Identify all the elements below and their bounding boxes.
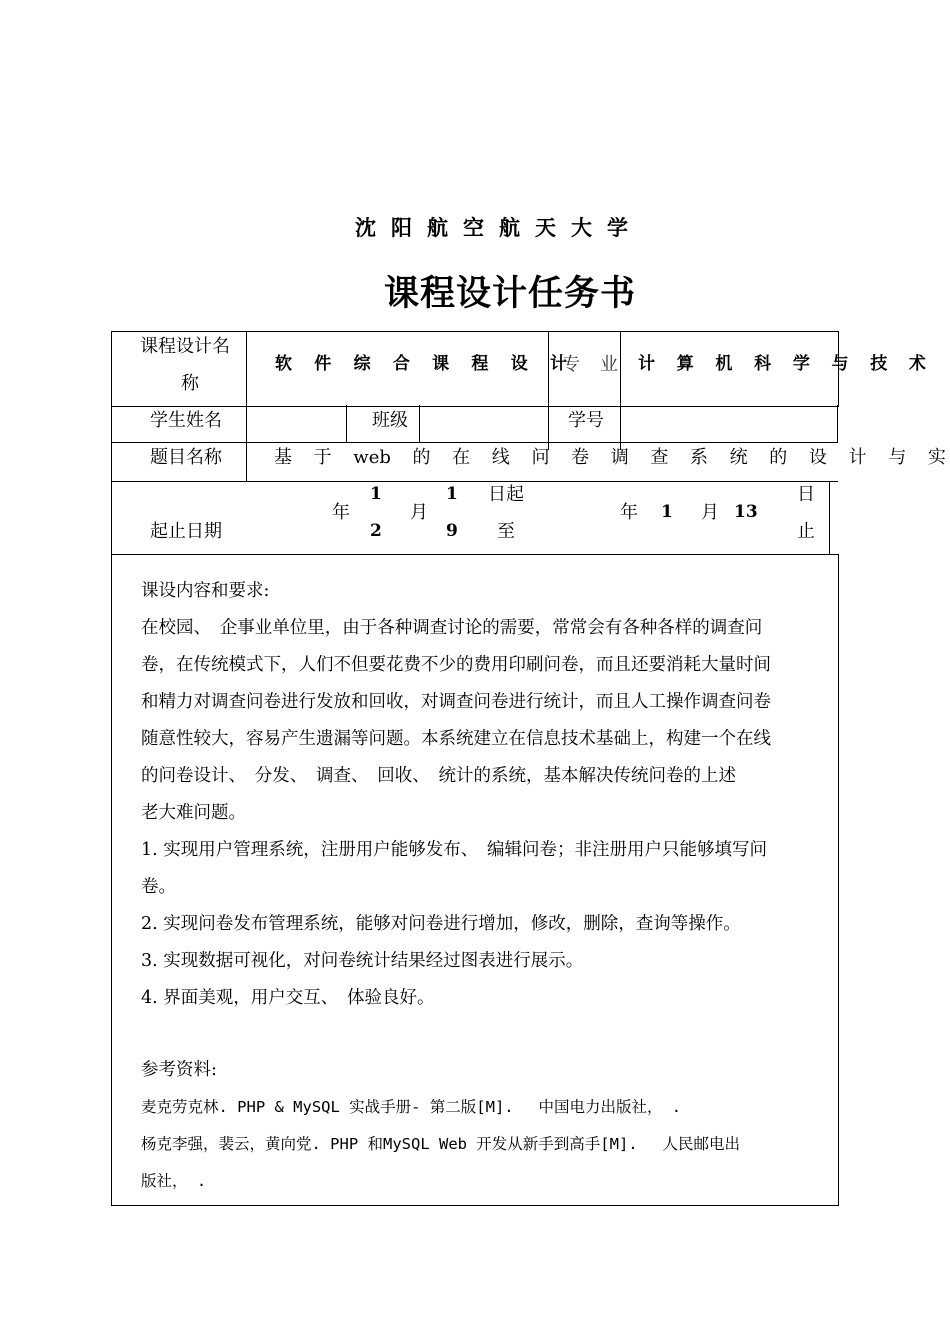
date-year-1: 年 (332, 502, 350, 523)
content-paragraph-line: 的问卷设计、 分发、 调查、 回收、 统计的系统，基本解决传统问卷的上述 (141, 766, 736, 786)
date-year-2: 年 (620, 502, 638, 523)
content-paragraph-line: 卷，在传统模式下，人们不但要花费不少的费用印刷问卷，而且还要消耗大量时间 (141, 655, 771, 675)
date-start-suffix: 日起 (488, 484, 524, 505)
references-heading: 参考资料: (141, 1060, 217, 1080)
content-paragraph-line: 在校园、 企事业单位里，由于各种调查讨论的需要，常常会有各种各样的调查问 (141, 618, 763, 638)
course-name-label: 课程设计名 称 (140, 336, 230, 394)
student-name-label: 学生姓名 (150, 410, 222, 431)
requirement-item: 卷。 (141, 877, 176, 897)
date-digit: 2 (370, 521, 382, 541)
date-month-2: 月 (701, 502, 719, 523)
reference-item: 杨克李强，裴云，黄向党. PHP 和MySQL Web 开发从新手到高手[M]. 人民邮电出 (141, 1135, 740, 1153)
divider (111, 481, 838, 482)
reference-item: 麦克劳克林. PHP & MySQL 实战手册- 第二版[M]. 中国电力出版社， . (141, 1098, 682, 1116)
date-end-suffix: 止 (797, 521, 815, 542)
student-id-label: 学号 (568, 410, 604, 431)
divider (837, 405, 838, 442)
date-month-1: 月 (410, 502, 428, 523)
divider (246, 331, 247, 481)
content-paragraph-line: 和精力对调查问卷进行发放和回收，对调查问卷进行统计，而且人工操作调查问卷 (141, 692, 771, 712)
date-end-day: 日 (797, 484, 815, 505)
major-value: 计 算 机 科 学 与 技 术 (638, 354, 926, 374)
divider (419, 405, 420, 442)
divider (620, 331, 621, 450)
requirement-item: 3. 实现数据可视化，对问卷统计结果经过图表进行展示。 (141, 951, 584, 971)
date-digit: 9 (446, 521, 458, 541)
topic-label: 题目名称 (150, 447, 222, 468)
date-digit: 1 (446, 484, 458, 504)
course-name-value: 软 件 综 合 课 程 设 计 (275, 354, 567, 374)
university-name: 沈阳航空航天大学 (355, 215, 643, 240)
date-label: 起止日期 (150, 521, 222, 542)
content-section (141, 573, 831, 1200)
content-heading: 课设内容和要求: (141, 581, 270, 601)
reference-item: 版社， . (141, 1172, 207, 1190)
divider (346, 405, 347, 442)
content-paragraph-line: 随意性较大，容易产生遗漏等问题。本系统建立在信息技术基础上，构建一个在线 (141, 729, 771, 749)
content-paragraph-line: 老大难问题。 (141, 803, 246, 823)
divider (111, 405, 112, 554)
requirement-item: 1. 实现用户管理系统，注册用户能够发布、 编辑问卷；非注册用户只能够填写问 (141, 840, 768, 860)
class-label: 班级 (372, 410, 408, 431)
major-label: 专 业 (562, 354, 618, 375)
date-digit: 1 (661, 502, 673, 522)
requirement-item: 4. 界面美观，用户交互、 体验良好。 (141, 988, 435, 1008)
date-digit: 13 (734, 502, 758, 522)
requirement-item: 2. 实现问卷发布管理系统，能够对问卷进行增加，修改，删除，查询等操作。 (141, 914, 741, 934)
date-digit: 1 (370, 484, 382, 504)
date-to: 至 (497, 521, 515, 542)
topic-value: 基 于 web 的 在 线 问 卷 调 查 系 统 的 设 计 与 实 (274, 447, 946, 468)
document-title: 课程设计任务书 (383, 273, 636, 314)
divider (829, 481, 830, 554)
